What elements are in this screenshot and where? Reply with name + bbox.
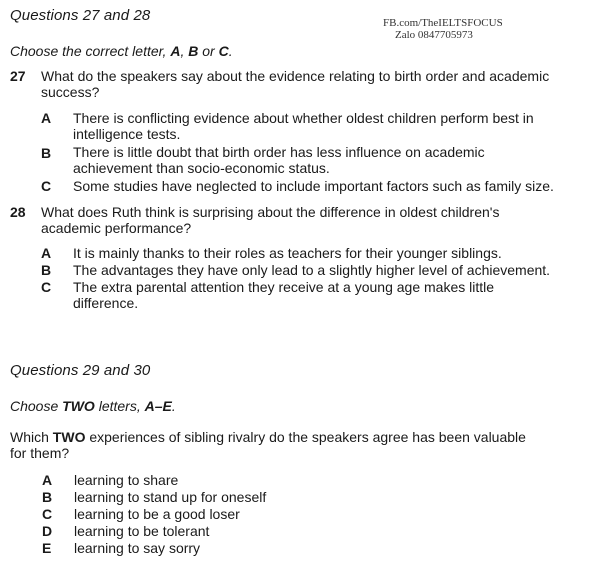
question-28-line-1: What does Ruth think is surprising about the difference in oldest children's — [41, 204, 500, 220]
instruction-letters: letters, — [94, 398, 145, 414]
q27-option-c-text: Some studies have neglected to include important factors such as family size. — [73, 178, 554, 194]
watermark-line-2: Zalo 0847705973 — [395, 29, 473, 41]
list-item-e — [42, 540, 200, 556]
question-27-line-1: What do the speakers say about the evidence relating to birth order and academic — [41, 68, 550, 84]
instruction-29-30 — [10, 398, 176, 414]
q28-option-b-text: The advantages they have only lead to a slightly higher level of achievement. — [73, 262, 551, 278]
list-item-c-text: learning to be a good loser — [74, 506, 240, 522]
q27-option-a-text — [73, 110, 534, 142]
watermark-line-1: FB.com/TheIELTSFOCUS — [383, 17, 503, 29]
q28-option-c-text — [73, 279, 494, 311]
question-27-line-2: success? — [41, 84, 100, 100]
instruction-period: . — [228, 43, 233, 59]
instruction-or: or — [198, 43, 219, 59]
letter-a: A — [170, 43, 181, 59]
question-text-27 — [41, 68, 581, 100]
list-item-a-letter: A — [42, 472, 53, 488]
question-29-30-line-2: for them? — [10, 445, 70, 461]
question-which: Which — [10, 429, 53, 445]
list-item-c-letter: C — [42, 506, 53, 522]
list-item-c — [42, 506, 240, 522]
instruction-two: TWO — [62, 398, 95, 414]
list-item-d — [42, 523, 209, 539]
list-item-b-text: learning to stand up for oneself — [74, 489, 267, 505]
list-item-b — [42, 489, 266, 505]
question-number-28: 28 — [10, 204, 26, 220]
q27-option-b-letter: B — [41, 145, 52, 161]
instruction-end: . — [171, 398, 176, 414]
list-item-a — [42, 472, 178, 488]
section-title-29-30: Questions 29 and 30 — [10, 362, 151, 379]
question-29-30-line-1 — [10, 429, 570, 445]
instruction-range: A–E — [144, 398, 172, 414]
list-item-e-text: learning to say sorry — [74, 540, 201, 556]
list-item-e-letter: E — [42, 540, 52, 556]
q28-option-b-letter: B — [41, 262, 52, 278]
question-two: TWO — [52, 429, 86, 445]
q27-option-b-line-1: There is little doubt that birth order has less influence on academic — [73, 144, 485, 160]
question-number-27: 27 — [10, 68, 26, 84]
question-text-28 — [41, 204, 581, 236]
question-line-1-rest: experiences of sibling rivalry do the speakers agree has been valuable — [85, 429, 526, 445]
q27-option-a-letter: A — [41, 110, 52, 126]
question-text-29-30 — [10, 429, 570, 461]
question-28-line-2: academic performance? — [41, 220, 192, 236]
list-item-d-letter: D — [42, 523, 53, 539]
section-title-27-28: Questions 27 and 28 — [10, 7, 151, 24]
letter-c: C — [218, 43, 229, 59]
q27-option-c-letter: C — [41, 178, 52, 194]
q27-option-a-line-2: intelligence tests. — [73, 126, 181, 142]
q28-option-c-line-1: The extra parental attention they receive at a young age makes little — [73, 279, 495, 295]
instruction-comma: , — [180, 43, 189, 59]
q27-option-b-text — [73, 144, 485, 176]
list-item-a-text: learning to share — [74, 472, 179, 488]
q27-option-b-line-2: achievement than socio-economic status. — [73, 160, 330, 176]
instruction-choose: Choose — [10, 398, 63, 414]
letter-b: B — [188, 43, 199, 59]
list-item-b-letter: B — [42, 489, 53, 505]
q27-option-a-line-1: There is conflicting evidence about whether oldest children perform best in — [73, 110, 534, 126]
q28-option-a-text: It is mainly thanks to their roles as teachers for their younger siblings. — [73, 245, 502, 261]
instruction-prefix: Choose the correct letter, — [10, 43, 171, 59]
list-item-d-text: learning to be tolerant — [74, 523, 210, 539]
q28-option-a-letter: A — [41, 245, 52, 261]
q28-option-c-line-2: difference. — [73, 295, 139, 311]
q28-option-c-letter: C — [41, 279, 52, 295]
instruction-27-28 — [10, 43, 233, 59]
watermark — [383, 17, 503, 41]
